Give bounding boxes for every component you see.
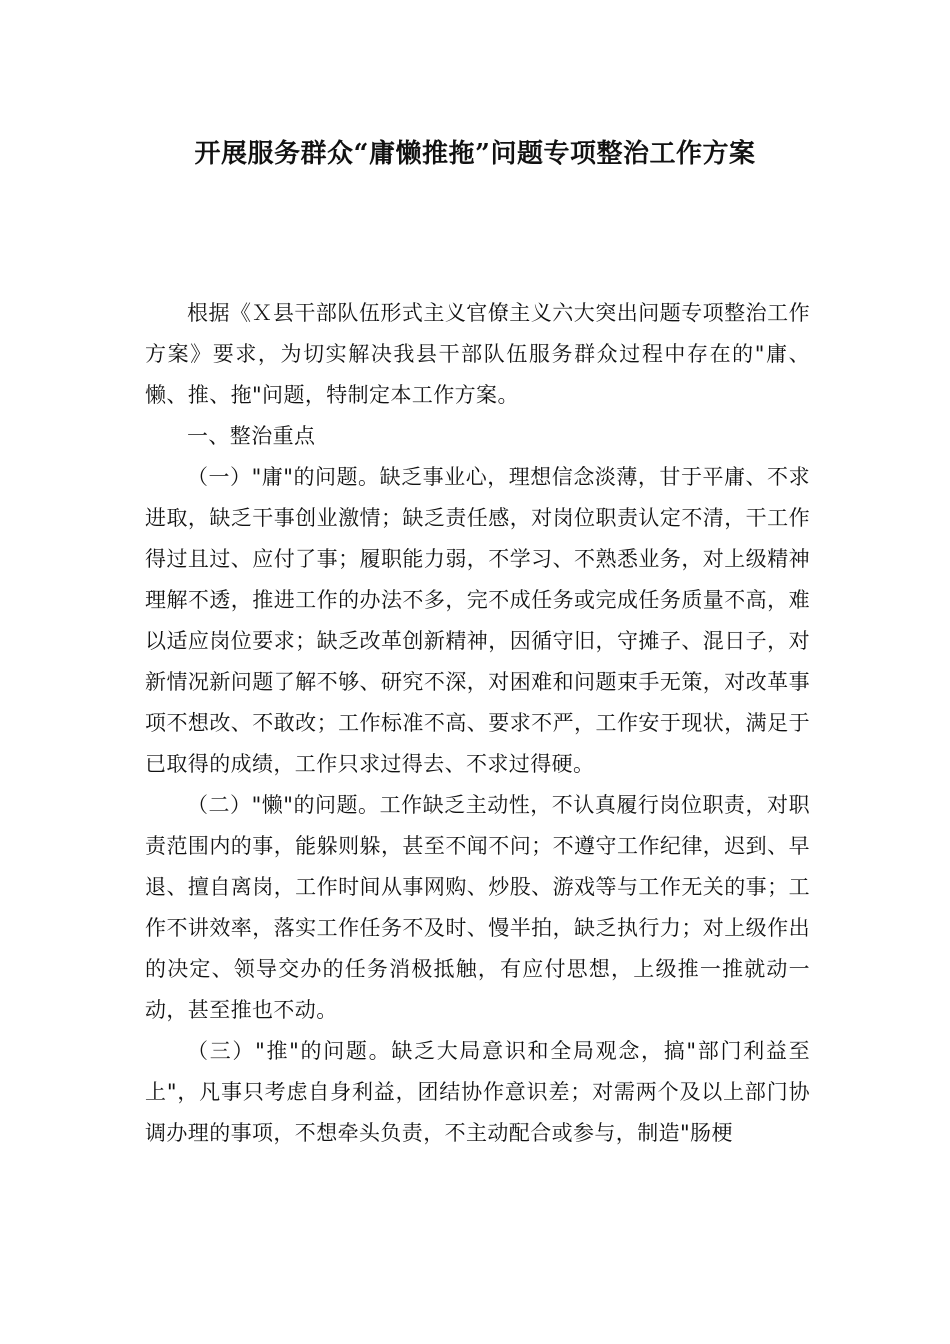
paragraph-lan: （二）"懒"的问题。工作缺乏主动性，不认真履行岗位职责，对职责范围内的事，能躲则躲，甚至不闻不问；不遵守工作纪律，迟到、早退、擅自离岗，工作时间从事网购、炒股、游戏等与工作无关的事；工作不讲效率，落实工作任务不及时、慢半拍，缺乏执行力；对上级作出的决定、领导交办的任务消极抵触，有应付思想，上级推一推就动一动，甚至推也不动。 [145, 793, 810, 1022]
section-heading-1: 一、整治重点 [187, 424, 316, 448]
paragraph-yong: （一）"庸"的问题。缺乏事业心，理想信念淡薄，甘于平庸、不求进取，缺乏干事创业激情；缺乏责任感，对岗位职责认定不清，干工作得过且过、应付了事；履职能力弱，不学习、不熟悉业务，对上级精神理解不透，推进工作的办法不多，完不成任务或完成任务质量不高，难以适应岗位要求；缺乏改革创新精神，因循守旧，守摊子、混日子，对新情况新问题了解不够、研究不深，对困难和问题束手无策，对改革事项不想改、不敢改；工作标准不高、要求不严，工作安于现状，满足于已取得的成绩，工作只求过得去、不求过得硬。 [145, 465, 810, 776]
paragraph-tui: （三）"推"的问题。缺乏大局意识和全局观念，搞"部门利益至上"，凡事只考虑自身利益，团结协作意识差；对需两个及以上部门协调办理的事项，不想牵头负责，不主动配合或参与，制造"肠梗 [145, 1039, 810, 1145]
document-title: 开展服务群众“庸懒推拖”问题专项整治工作方案 [194, 139, 756, 169]
intro-paragraph: 根据《Ｘ县干部队伍形式主义官僚主义六大突出问题专项整治工作方案》要求，为切实解决我县干部队伍服务群众过程中存在的"庸、懒、推、拖"问题，特制定本工作方案。 [145, 301, 810, 407]
document-body [145, 293, 810, 1154]
